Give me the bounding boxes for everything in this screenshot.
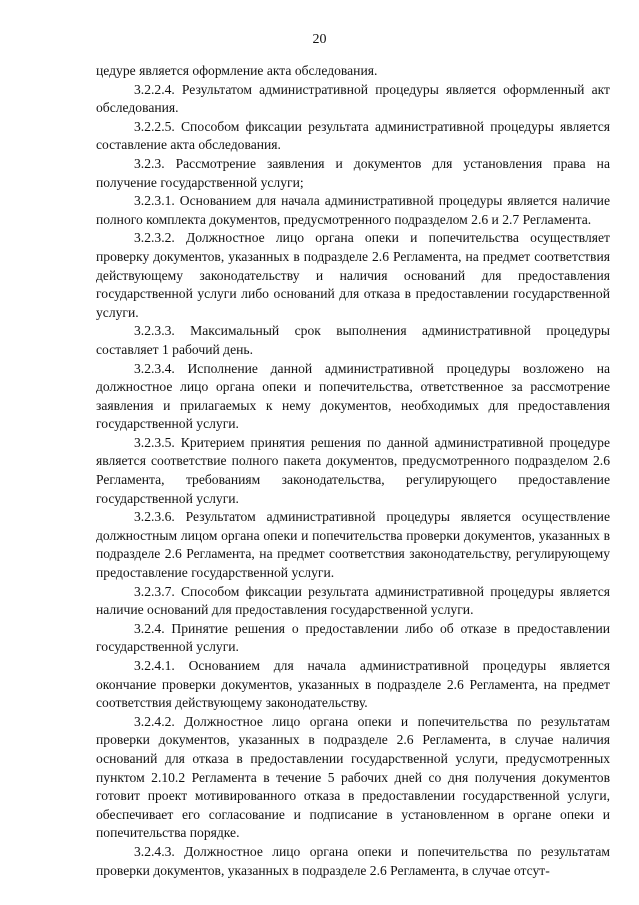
paragraph-3-2-3-6: 3.2.3.6. Результатом административной процедуры является осуществление должностным лицом органа опеки и попечительства проверки документов, указанных в подразделе 2.6 Регламента, на предмет соответствия законодательству, регулирующему предоставление государственной услуги. <box>96 509 610 581</box>
paragraph-3-2-3-4: 3.2.3.4. Исполнение данной административной процедуры возложено на должностное лицо органа опеки и попечительства, ответственное за рассмотрение заявления и прилагаемых к нему документов, необходимых для предоставления государственной услуги. <box>96 360 610 432</box>
paragraph-3-2-4-2: 3.2.4.2. Должностное лицо органа опеки и попечительства по результатам проверки документов, указанных в подразделе 2.6 Регламента, в случае наличия оснований для отказа в предоставлении государственной услуги, предусмотренных пунктом 2.10.2 Регламента в течение 5 рабочих дней со дня получения документов готовит проект мотивированного отказа в предоставлении государственной услуги, обеспечивает его согласование и подписание в установленном в органе опеки и попечительства порядке. <box>96 713 610 841</box>
paragraph-continuation: цедуре является оформление акта обследования. <box>96 63 378 78</box>
paragraph-3-2-3-5: 3.2.3.5. Критерием принятия решения по данной административной процедуре является соответствие полного пакета документов, предусмотренного подразделом 2.6 Регламента, требованиям законодательства, регулирующего предоставление государственной услуги. <box>96 434 610 506</box>
page-number: 20 <box>312 32 327 47</box>
paragraph-3-2-3-2: 3.2.3.2. Должностное лицо органа опеки и попечительства осуществляет проверку документов, указанных в подразделе 2.6 Регламента, на предмет соответствия действующему законодательству и наличия оснований для предоставления государственной услуги либо оснований для отказа в предоставлении государственной услуги. <box>96 230 610 320</box>
paragraph-3-2-2-5: 3.2.2.5. Способом фиксации результата административной процедуры является составление акта обследования. <box>96 118 610 153</box>
document-body <box>96 62 610 880</box>
paragraph-3-2-3-1: 3.2.3.1. Основанием для начала административной процедуры является наличие полного комплекта документов, предусмотренного подразделом 2.6 и 2.7 Регламента. <box>96 193 610 227</box>
paragraph-3-2-4-1: 3.2.4.1. Основанием для начала административной процедуры является окончание проверки документов, указанных в подразделе 2.6 Регламента, на предмет соответствия действующему законодательству. <box>96 658 610 711</box>
paragraph-3-2-2-4: 3.2.2.4. Результатом административной процедуры является оформленный акт обследования. <box>96 81 610 116</box>
paragraph-3-2-4: 3.2.4. Принятие решения о предоставлении либо об отказе в предоставлении государственной услуги. <box>96 620 610 655</box>
paragraph-3-2-3: 3.2.3. Рассмотрение заявления и документов для установления права на получение государственной услуги; <box>96 155 610 190</box>
paragraph-3-2-4-3: 3.2.4.3. Должностное лицо органа опеки и попечительства по результатам проверки документов, указанных в подразделе 2.6 Регламента, в случае отсут- <box>96 843 610 878</box>
paragraph-3-2-3-3: 3.2.3.3. Максимальный срок выполнения административной процедуры составляет 1 рабочий день. <box>96 323 610 357</box>
paragraph-3-2-3-7: 3.2.3.7. Способом фиксации результата административной процедуры является наличие оснований для предоставления государственной услуги. <box>96 583 610 618</box>
